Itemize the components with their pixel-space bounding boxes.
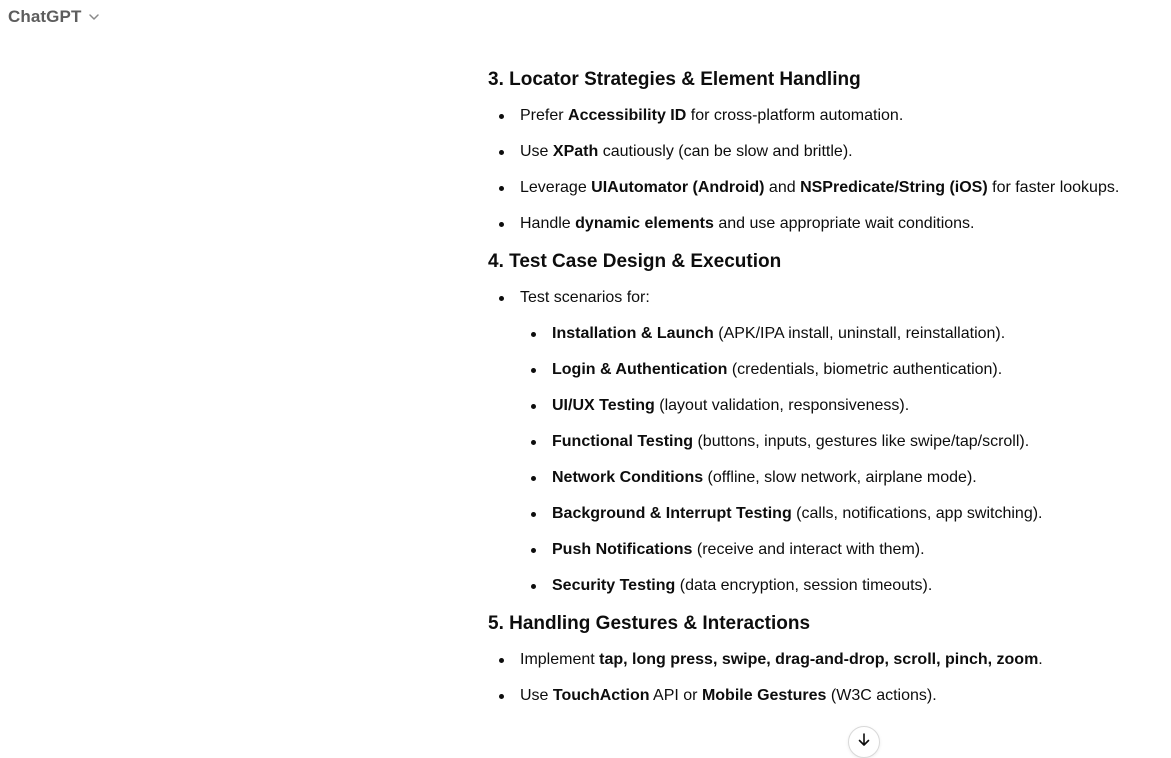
section-heading: 3. Locator Strategies & Element Handling xyxy=(488,69,861,90)
section-heading: 5. Handling Gestures & Interactions xyxy=(488,613,811,634)
list-item: Network Conditions (offline, slow network, airplane mode). xyxy=(520,466,1158,490)
scroll-to-bottom-button[interactable] xyxy=(848,726,880,758)
section-heading: 4. Test Case Design & Execution xyxy=(488,251,782,272)
message-content xyxy=(488,66,1158,720)
chevron-down-icon xyxy=(87,10,101,24)
app-title: ChatGPT xyxy=(8,7,82,26)
section-locator-strategies xyxy=(488,66,1158,236)
nested-bullet-list xyxy=(520,322,1158,598)
list-item: Use TouchAction API or Mobile Gestures (W3C actions). xyxy=(488,684,1158,708)
list-item: Push Notifications (receive and interact with them). xyxy=(520,538,1158,562)
section-test-case-design xyxy=(488,248,1158,598)
bullet-list xyxy=(488,104,1158,236)
bullet-list xyxy=(488,648,1158,708)
model-selector[interactable] xyxy=(8,6,101,28)
list-item: Prefer Accessibility ID for cross-platform automation. xyxy=(488,104,1158,128)
list-item: Leverage UIAutomator (Android) and NSPredicate/String (iOS) for faster lookups. xyxy=(488,176,1158,200)
list-item: Security Testing (data encryption, session timeouts). xyxy=(520,574,1158,598)
section-gestures xyxy=(488,610,1158,708)
list-item: Functional Testing (buttons, inputs, gestures like swipe/tap/scroll). xyxy=(520,430,1158,454)
list-item: Test scenarios for: Installation & Launch (APK/IPA install, uninstall, reinstallation). Login & Authentication (credentials, biometric authentication). UI/UX Testing (layout validation, responsiveness). Functional Testing (buttons, inputs, gestures like swipe/tap/scroll). Network Conditions (offline, slow network, airplane mode). Background & Interrupt Testing (calls, notifications, app switching). Push Notifications (receive and interact with them). Security Testing (data encryption, session timeouts). xyxy=(488,286,1158,598)
list-item: Use XPath cautiously (can be slow and brittle). xyxy=(488,140,1158,164)
bullet-list xyxy=(488,286,1158,598)
list-item: Handle dynamic elements and use appropriate wait conditions. xyxy=(488,212,1158,236)
list-item: Implement tap, long press, swipe, drag-and-drop, scroll, pinch, zoom. xyxy=(488,648,1158,672)
list-item: Installation & Launch (APK/IPA install, uninstall, reinstallation). xyxy=(520,322,1158,346)
list-item: Background & Interrupt Testing (calls, notifications, app switching). xyxy=(520,502,1158,526)
list-item: UI/UX Testing (layout validation, responsiveness). xyxy=(520,394,1158,418)
list-item: Login & Authentication (credentials, biometric authentication). xyxy=(520,358,1158,382)
arrow-down-icon xyxy=(856,732,872,753)
